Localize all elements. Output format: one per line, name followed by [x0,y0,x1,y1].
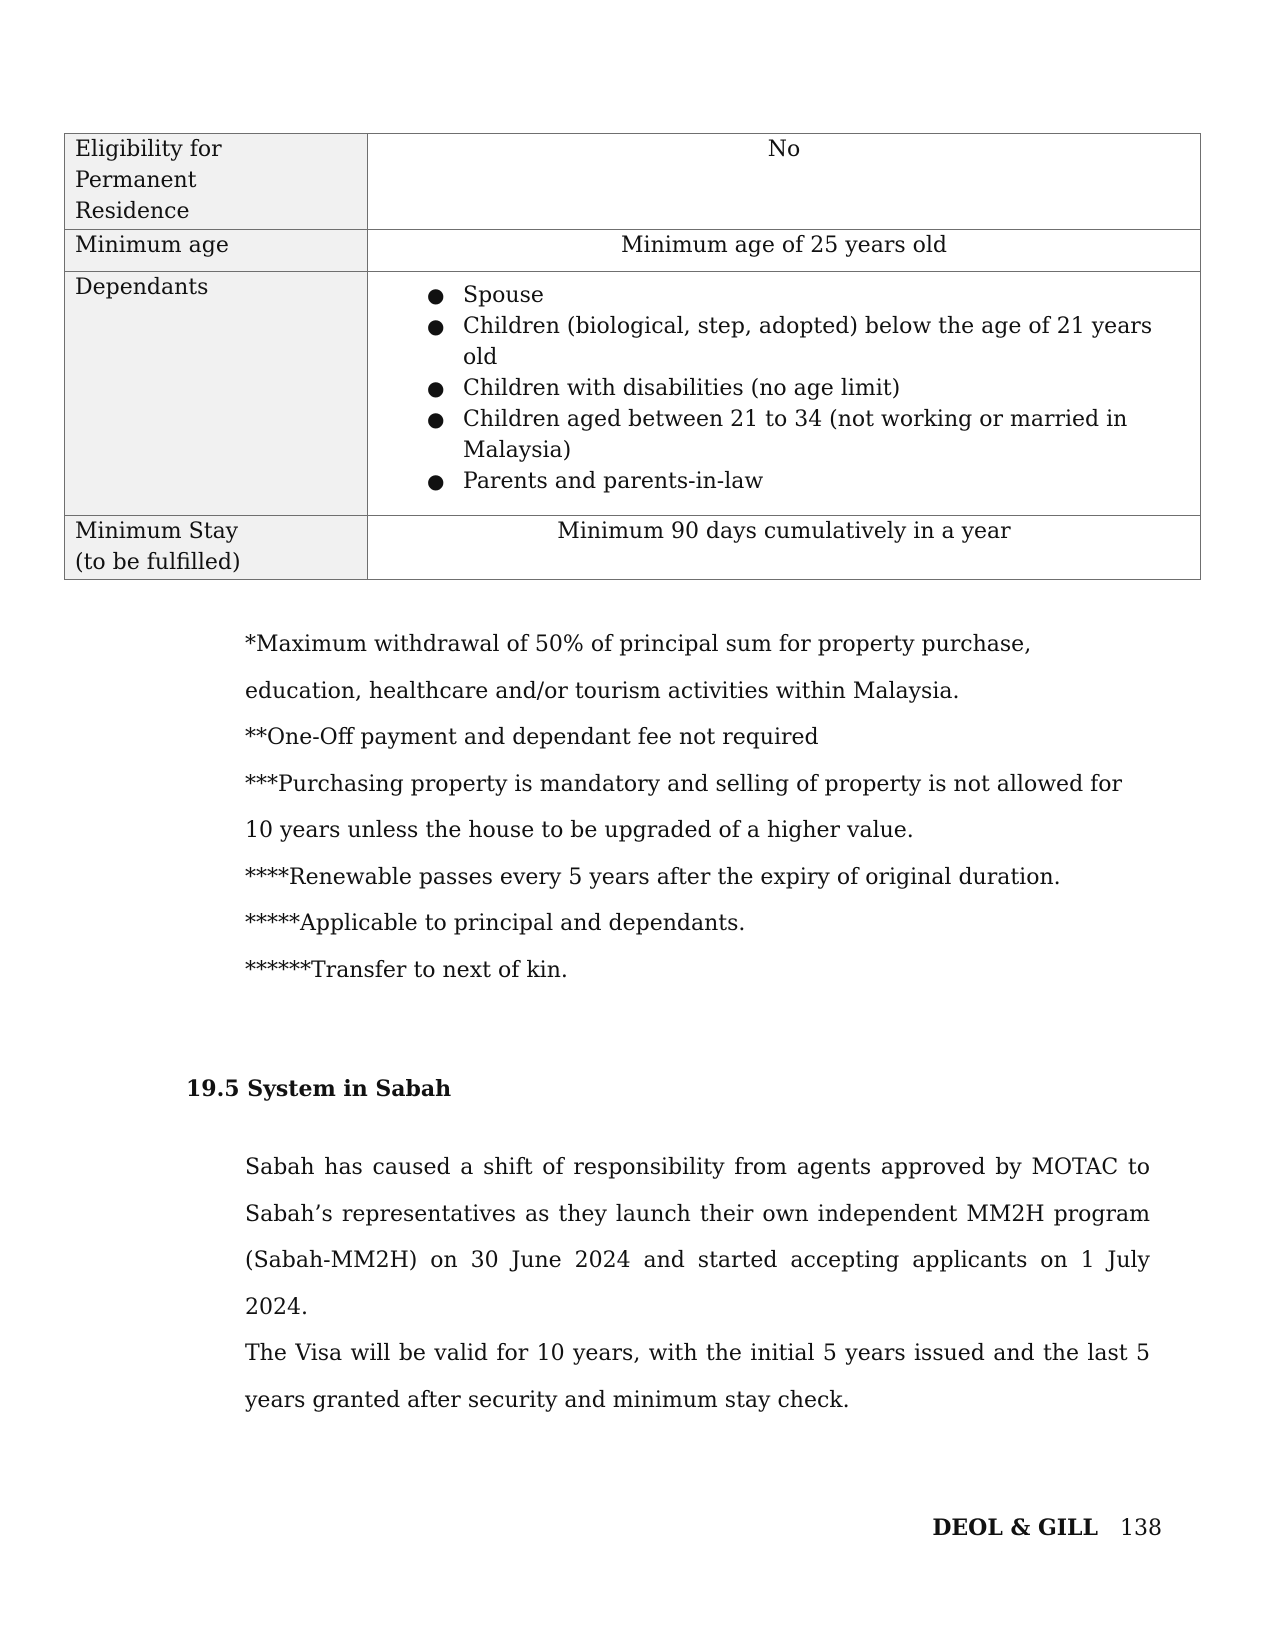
bullet-icon: ● [427,469,445,493]
table-row [65,516,1201,580]
list-item: ● Children (biological, step, adopted) below the age of 21 years old [463,311,1190,373]
list-item: ● Children aged between 21 to 34 (not working or married in Malaysia) [463,404,1190,466]
bullet-icon: ● [427,314,445,338]
footnote: ****Renewable passes every 5 years after the expiry of original duration. [245,864,1061,890]
row-value-dependants [368,272,1201,516]
row-value-minimum-stay: Minimum 90 days cumulatively in a year [368,516,1201,580]
bullet-icon: ● [427,376,445,400]
table-row [65,230,1201,272]
list-item: ● Spouse [463,280,1190,311]
footnote: **One-Off payment and dependant fee not required [245,725,819,750]
page-footer [932,1513,1162,1544]
footnote: *****Applicable to principal and dependants. [245,911,746,936]
row-label-minimum-age: Minimum age [65,230,368,272]
row-label-permanent-residence: Eligibility for Permanent Residence [65,134,368,230]
visa-requirements-table [64,133,1201,580]
section-paragraph: Sabah has caused a shift of responsibility from agents approved by MOTAC to Sabah’s representatives as they launch their own independent MM2H program (Sabah-MM2H) on 30 June 2024 and started accepting applicants on 1 July 2024. [245,1155,1150,1320]
row-label-minimum-stay: Minimum Stay (to be fulfilled) [65,516,368,580]
row-value-minimum-age: Minimum age of 25 years old [368,230,1201,272]
row-label-dependants: Dependants [65,272,368,516]
bullet-icon: ● [427,283,445,307]
list-item: ● Children with disabilities (no age limit) [463,373,1190,404]
section-heading: 19.5 System in Sabah [186,1076,452,1102]
dependants-list [378,280,1190,497]
page-number: 138 [1120,1516,1162,1541]
bullet-icon: ● [427,407,445,431]
footnote: ***Purchasing property is mandatory and selling of property is not allowed for 10 years unless the house to be upgraded of a higher value. [245,771,1123,843]
footnotes [245,622,1150,994]
footer-brand: DEOL & GILL [932,1515,1098,1541]
list-item: ● Parents and parents-in-law [463,466,1190,497]
table-row [65,272,1201,516]
footnote: ******Transfer to next of kin. [245,957,568,983]
table-row [65,134,1201,230]
section-paragraph: The Visa will be valid for 10 years, with the initial 5 years issued and the last 5 years granted after security and minimum stay check. [245,1341,1150,1413]
footnote: *Maximum withdrawal of 50% of principal sum for property purchase, education, healthcare and/or tourism activities within Malaysia. [245,632,1032,704]
row-value-permanent-residence: No [368,134,1201,230]
